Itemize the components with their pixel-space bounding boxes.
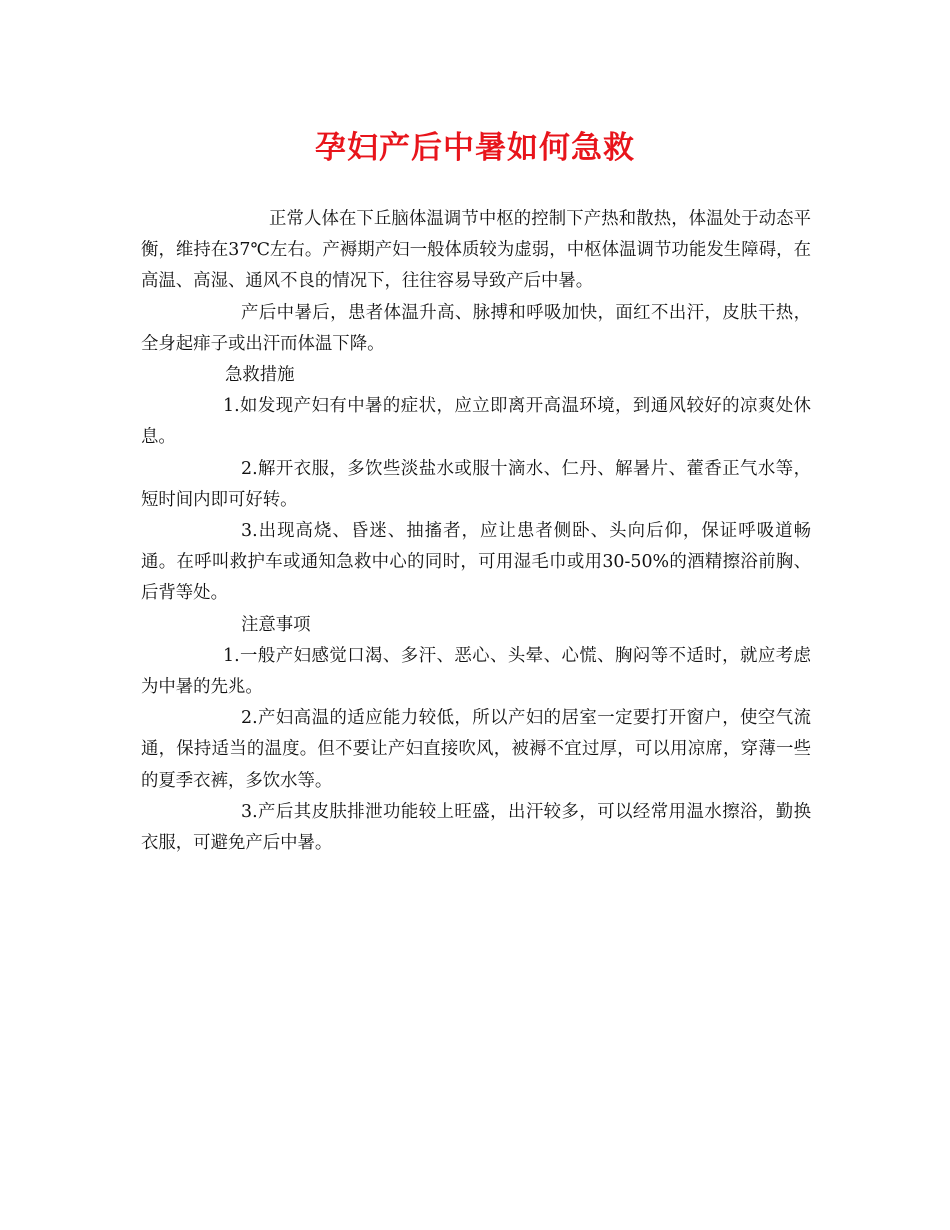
first-aid-item-3: 3.出现高烧、昏迷、抽搐者，应让患者侧卧、头向后仰，保证呼吸道畅通。在呼叫救护车或通知急救中心的同时，可用湿毛巾或用30-50%的酒精擦浴前胸、后背等处。 <box>141 521 811 604</box>
first-aid-item-2: 2.解开衣服，多饮些淡盐水或服十滴水、仁丹、解暑片、藿香正气水等，短时间内即可好转。 <box>141 458 811 510</box>
document-body <box>141 204 811 859</box>
paragraph-symptoms: 产后中暑后，患者体温升高、脉搏和呼吸加快，面红不出汗，皮肤干热，全身起痱子或出汗而体温下降。 <box>141 302 811 354</box>
section-heading-first-aid: 急救措施 <box>225 365 295 386</box>
notes-item-2: 2.产妇高温的适应能力较低，所以产妇的居室一定要打开窗户，使空气流通，保持适当的温度。但不要让产妇直接吹风，被褥不宜过厚，可以用凉席，穿薄一些的夏季衣裤，多饮水等。 <box>141 708 811 791</box>
paragraph-intro: 正常人体在下丘脑体温调节中枢的控制下产热和散热，体温处于动态平衡，维持在37℃左右。产褥期产妇一般体质较为虚弱，中枢体温调节功能发生障碍，在高温、高湿、通风不良的情况下，往往容易导致产后中暑。 <box>141 209 811 292</box>
notes-item-3: 3.产后其皮肤排泄功能较上旺盛，出汗较多，可以经常用温水擦浴，勤换衣服，可避免产后中暑。 <box>141 801 811 854</box>
section-heading-notes: 注意事项 <box>241 614 311 635</box>
document-title: 孕妇产后中暑如何急救 <box>315 130 635 166</box>
notes-item-1: 1.一般产妇感觉口渴、多汗、恶心、头晕、心慌、胸闷等不适时，就应考虑为中暑的先兆。 <box>141 645 811 698</box>
first-aid-item-1: 1.如发现产妇有中暑的症状，应立即离开高温环境，到通风较好的凉爽处休息。 <box>141 396 811 448</box>
